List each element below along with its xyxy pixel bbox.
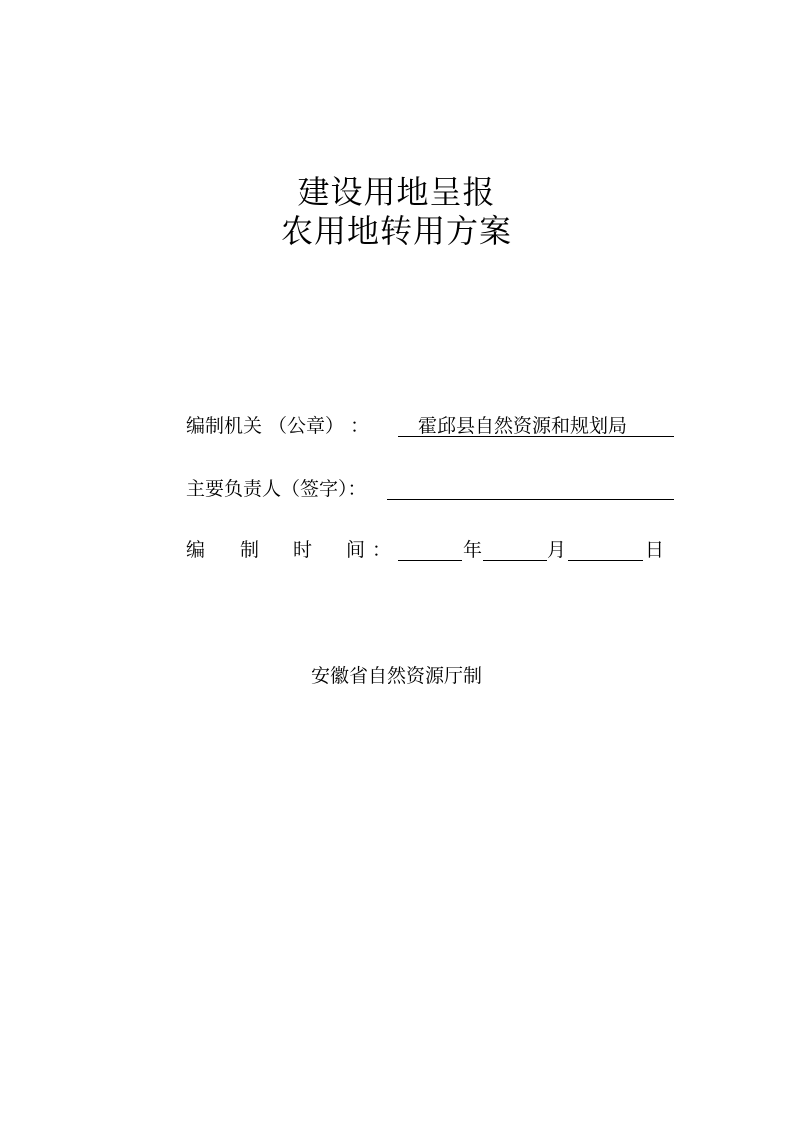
year-underline — [398, 560, 462, 561]
date-label-char-2: 制 — [240, 539, 260, 561]
day-label: 日 — [645, 539, 665, 561]
responsible-label: 主要负责人（签字）： — [186, 478, 367, 500]
date-label-colon: ： — [372, 539, 392, 561]
day-underline — [568, 560, 643, 561]
date-row — [0, 538, 793, 562]
agency-row — [0, 414, 793, 438]
year-label: 年 — [463, 539, 483, 561]
agency-label: 编制机关 （公章） ： — [186, 415, 370, 437]
signature-underline — [387, 499, 674, 500]
month-label: 月 — [547, 539, 567, 561]
date-label-char-4: 间 — [346, 539, 366, 561]
document-title-line2: 农用地转用方案 — [280, 212, 512, 250]
document-title-line1: 建设用地呈报 — [297, 173, 496, 211]
date-label-char-3: 时 — [293, 539, 313, 561]
responsible-row — [0, 477, 793, 501]
date-label-char-1: 编 — [186, 539, 206, 561]
issuer-footer: 安徽省自然资源厅制 — [310, 665, 482, 687]
month-underline — [483, 560, 547, 561]
agency-value: 霍邱县自然资源和规划局 — [418, 415, 628, 437]
